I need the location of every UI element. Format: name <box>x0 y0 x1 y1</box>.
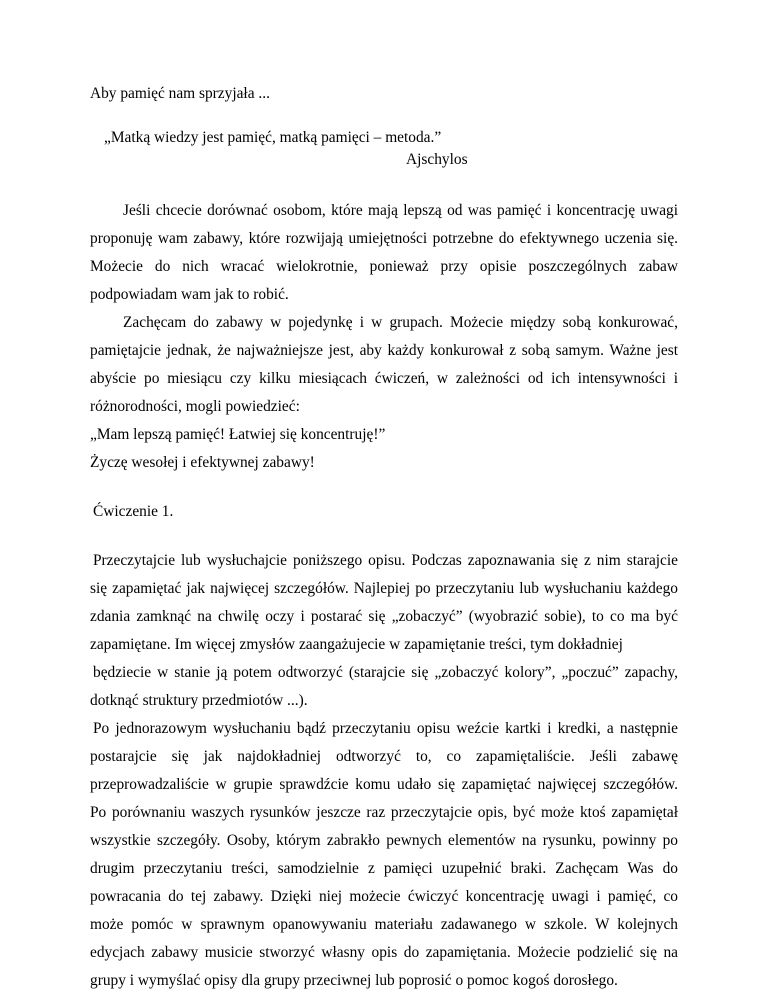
intro-line: podpowiadam wam jak to robić. <box>90 286 289 303</box>
intro-line: Możecie do nich wracać wielokrotnie, ponieważ przy opisie poszczególnych zabaw <box>90 258 678 275</box>
epigraph-quote: „Matką wiedzy jest pamięć, matką pamięci – metoda.” <box>104 129 442 146</box>
exercise-line: przeprowadzaliście w grupie sprawdźcie komu udało się zapamiętać najwięcej szczegółów. <box>90 776 678 793</box>
intro-line: różnorodności, mogli powiedzieć: <box>90 398 300 415</box>
intro-line: pamiętajcie jednak, że najważniejsze jest, aby każdy konkurował z sobą samym. Ważne jest <box>90 342 678 359</box>
exercise-line: zdania zamknąć na chwilę oczy i postarać się „zobaczyć” (wyobrazić sobie), to co ma być <box>90 608 678 625</box>
intro-line: „Mam lepszą pamięć! Łatwiej się koncentruję!” <box>90 426 386 443</box>
exercise-line: może pomóc w sprawnym opanowywaniu materiału zadawanego w szkole. W kolejnych <box>90 916 678 933</box>
exercise-line: się zapamiętać jak najwięcej szczegółów. Najlepiej po przeczytaniu lub wysłuchaniu każdego <box>90 580 678 597</box>
exercise-line: powracania do tej zabawy. Dzięki niej możecie ćwiczyć koncentrację uwagi i pamięć, co <box>90 888 678 905</box>
intro-line: Życzę wesołej i efektywnej zabawy! <box>90 454 315 471</box>
exercise-line: wszystkie szczegóły. Osoby, którym zabrakło pewnych elementów na rysunku, powinny po <box>90 832 678 849</box>
exercise-line: Przeczytajcie lub wysłuchajcie poniższego opisu. Podczas zapoznawania się z nim starajcie <box>93 552 678 569</box>
exercise-line: postarajcie się jak najdokładniej odtworzyć to, co zapamiętaliście. Jeśli zabawę <box>90 748 678 765</box>
exercise-line: dotknąć struktury przedmiotów ...). <box>90 692 308 709</box>
exercise-line: zapamiętane. Im więcej zmysłów zaangażujecie w zapamiętanie treści, tym dokładniej <box>90 636 623 653</box>
epigraph-author: Ajschylos <box>406 151 468 168</box>
exercise-line: drugim przeczytaniu treści, samodzielnie z pamięci uzupełnić braki. Zachęcam Was do <box>90 860 678 877</box>
exercise-heading: Ćwiczenie 1. <box>93 503 174 520</box>
intro-line: Jeśli chcecie dorównać osobom, które mają lepszą od was pamięć i koncentrację uwagi <box>123 202 678 219</box>
exercise-line: Po porównaniu waszych rysunków jeszcze raz przeczytajcie opis, być może ktoś zapamiętał <box>90 804 678 821</box>
exercise-line: Po jednorazowym wysłuchaniu bądź przeczytaniu opisu weźcie kartki i kredki, a następnie <box>93 720 678 737</box>
intro-line: Zachęcam do zabawy w pojedynkę i w grupach. Możecie między sobą konkurować, <box>123 314 678 331</box>
exercise-line: edycjach zabawy musicie stworzyć własny opis do zapamiętania. Możecie podzielić się na <box>90 944 678 961</box>
exercise-line: będziecie w stanie ją potem odtworzyć (starajcie się „zobaczyć kolory”, „poczuć” zapachy, <box>93 664 678 681</box>
intro-line: abyście po miesiącu czy kilku miesiącach ćwiczeń, w zależności od ich intensywności i <box>90 370 678 387</box>
exercise-line: grupy i wymyślać opisy dla grupy przeciwnej lub poprosić o pomoc kogoś dorosłego. <box>90 972 618 989</box>
document-title: Aby pamięć nam sprzyjała ... <box>90 85 270 102</box>
intro-line: proponuję wam zabawy, które rozwijają umiejętności potrzebne do efektywnego uczenia się. <box>90 230 678 247</box>
